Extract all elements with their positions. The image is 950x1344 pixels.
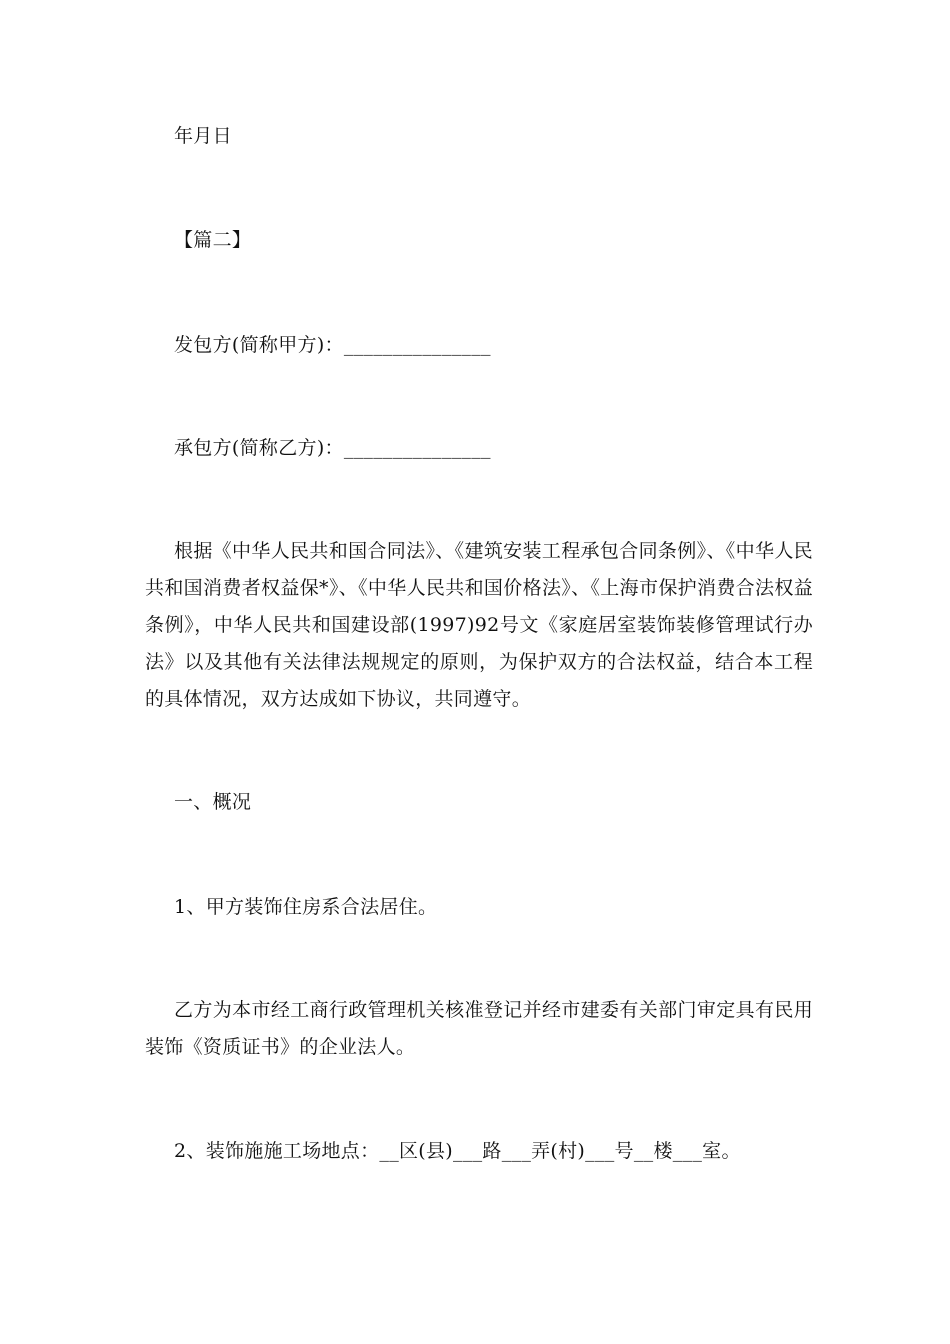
date-line: 年月日 bbox=[174, 125, 232, 147]
party-a-line: 发包方(简称甲方)：_______________ bbox=[174, 334, 491, 356]
contractor-statement: 乙方为本市经工商行政管理机关核准登记并经市建委有关部门审定具有民用装饰《资质证书》的企业法人。 bbox=[145, 999, 813, 1058]
chapter-heading: 一、概况 bbox=[174, 791, 252, 813]
clause-item-1: 1、甲方装饰住房系合法居住。 bbox=[174, 896, 438, 918]
clause-item-2: 2、装饰施施工场地点：__区(县)___路___弄(村)___号__楼___室。 bbox=[174, 1140, 741, 1162]
party-b-line: 承包方(简称乙方)：_______________ bbox=[174, 437, 491, 459]
preamble-paragraph: 根据《中华人民共和国合同法》、《建筑安装工程承包合同条例》、《中华人民共和国消费者权益保*》、《中华人民共和国价格法》、《上海市保护消费合法权益条例》，中华人民共和国建设部(1997)92号文《家庭居室装饰装修管理试行办法》以及其他有关法律法规规定的原则，为保护双方的合法权益，结合本工程的具体情况，双方达成如下协议，共同遵守。 bbox=[145, 540, 813, 710]
section-heading: 【篇二】 bbox=[174, 229, 252, 251]
